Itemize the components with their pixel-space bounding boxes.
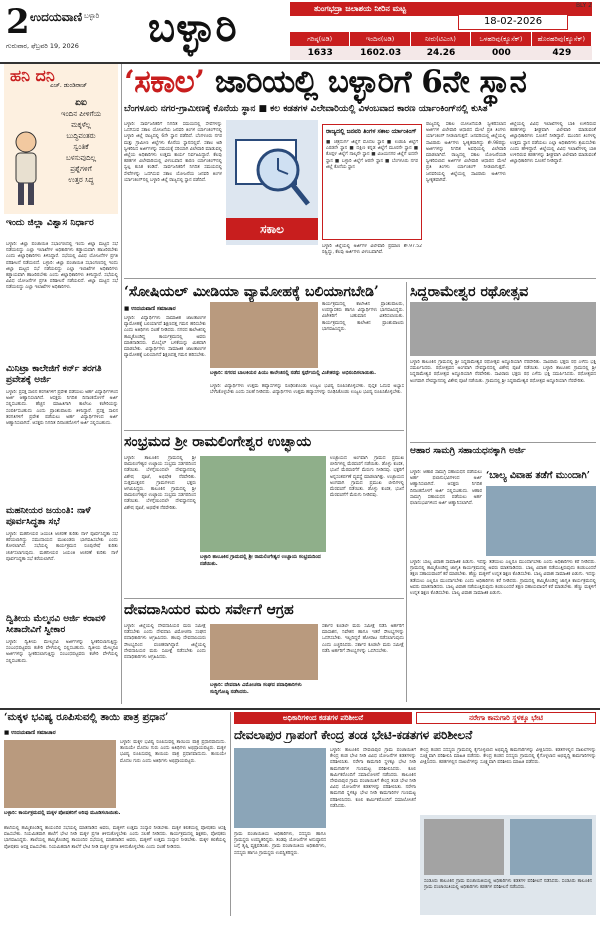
byline: ■ ಉದಯವಾಣಿ ಸಮಾಚಾರ <box>4 730 56 736</box>
devalapura-photo-3 <box>510 819 592 875</box>
ramalingeshwara-headline: ಸಂಭ್ರಮದ ಶ್ರೀ ರಾಮಲಿಂಗೇಶ್ವರ ಉಚ್ಛಾಯ <box>124 434 312 450</box>
devalapura-headline: ದೇವಲಾಪುರ ಗ್ರಾಪಂಗೆ ಕೇಂದ್ರ ತಂಡ ಭೇಟಿ-ಕಡತಗಳ ಪರಿಶೀಲನೆ <box>234 728 473 742</box>
officials-review-bar: ಅಧಿಕಾರಿಗಳಿಂದ ಕಡತಗಳ ಪರಿಶೀಲನೆ <box>234 712 412 724</box>
devalapura-photo <box>234 748 326 828</box>
devadasi-photo <box>210 624 318 680</box>
left-body-1: ಬಳ್ಳಾರಿ: ಜಿಲ್ಲಾ ಪಂಚಾಯಿತಿ ಸಭಾಂಗಣದಲ್ಲಿ ಇಂದು ಜಿಲ್ಲಾ ಮಟ್ಟದ ಸಭೆ ನಡೆಯಲಿದ್ದು ಎಲ್ಲಾ ಇಲಾಖೆಗಳ ಅಧಿಕಾರಿಗಳು ಕಡ್ಡಾಯವಾಗಿ ಹಾಜರಿರಬೇಕು ಎಂದು ಜಿಲ್ಲಾಧಿಕಾರಿಗಳು ತಿಳಿಸಿದ್ದಾರೆ. ಸಭೆಯಲ್ಲಿ ವಿವಿಧ ಯೋಜನೆಗಳ ಪ್ರಗತಿ ಪರಿಶೀಲನೆ ನಡೆಯಲಿದೆ. ಬಳ್ಳಾರಿ: ಜಿಲ್ಲಾ ಪಂಚಾಯಿತಿ ಸಭಾಂಗಣದಲ್ಲಿ ಇಂದು ಜಿಲ್ಲಾ ಮಟ್ಟದ ಸಭೆ ನಡೆಯಲಿದ್ದು ಎಲ್ಲಾ ಇಲಾಖೆಗಳ ಅಧಿಕಾರಿಗಳು ಕಡ್ಡಾಯವಾಗಿ ಹಾಜರಿರಬೇಕು ಎಂದು ಜಿಲ್ಲಾಧಿಕಾರಿಗಳು ತಿಳಿಸಿದ್ದಾರೆ. ಸಭೆಯಲ್ಲಿ ವಿವಿಧ ಯೋಜನೆಗಳ ಪ್ರಗತಿ ಪರಿಶೀಲನೆ ನಡೆಯಲಿದೆ. ಜಿಲ್ಲಾ ಮಟ್ಟದ ಸಭೆ ನಡೆಯಲಿದ್ದು ಎಲ್ಲಾ ಇಲಾಖೆಗಳ ಅಧಿಕಾರಿಗಳು. <box>6 242 118 291</box>
dateline: ಗುರುವಾರ, ಫೆಬ್ರವರಿ 19, 2026 <box>6 42 79 50</box>
dam-value-outflow: 429 <box>552 48 572 58</box>
devadasi-body-2: ಸರ್ಕಾರ ಕೂಡಲೇ ಮರು ಸಮೀಕ್ಷೆ ನಡೆಸಿ ಅರ್ಹರಿಗೆ ಮಾಸಾಶನ, ನಿವೇಶನ ಹಾಗೂ ಇತರೆ ಸೌಲಭ್ಯಗಳನ್ನು ಒದಗಿಸಬೇಕು. ಇಲ್ಲದಿದ್ದರೆ ಹೋರಾಟ ನಡೆಸಲಾಗುವುದು ಎಂದು ಎಚ್ಚರಿಸಿದರು. ಸರ್ಕಾರ ಕೂಡಲೇ ಮರು ಸಮೀಕ್ಷೆ ನಡೆಸಿ ಅರ್ಹರಿಗೆ ಸೌಲಭ್ಯಗಳನ್ನು ಒದಗಿಸಬೇಕು. <box>322 624 404 654</box>
children-future-body-2: ಶಾಲೆಯಲ್ಲಿ ಹಮ್ಮಿಕೊಂಡಿದ್ದ ತಾಯಂದಿರ ಸಭೆಯಲ್ಲಿ ಮಾತನಾಡಿದ ಅವರು, ಮಕ್ಕಳಿಗೆ ಉತ್ತಮ ಸಂಸ್ಕಾರ ನೀಡಬೇಕು. ಮಕ್ಕಳ ಕಲಿಕೆಯಲ್ಲಿ ಪೋಷಕರು ಆಸಕ್ತಿ ವಹಿಸಬೇಕು. ನಿಯಮಿತವಾಗಿ ಶಾಲೆಗೆ ಭೇಟಿ ನೀಡಿ ಮಕ್ಕಳ ಪ್ರಗತಿ ತಿಳಿದುಕೊಳ್ಳಬೇಕು ಎಂದು ಸಲಹೆ ನೀಡಿದರು. ಕಾರ್ಯಕ್ರಮದಲ್ಲಿ ಶಿಕ್ಷಕರು, ಪೋಷಕರು ಭಾಗವಹಿಸಿದ್ದರು. ಶಾಲೆಯಲ್ಲಿ ಹಮ್ಮಿಕೊಂಡಿದ್ದ ತಾಯಂದಿರ ಸಭೆಯಲ್ಲಿ ಮಾತನಾಡಿದ ಅವರು, ಮಕ್ಕಳಿಗೆ ಉತ್ತಮ ಸಂಸ್ಕಾರ ನೀಡಬೇಕು. ಮಕ್ಕಳ ಕಲಿಕೆಯಲ್ಲಿ ಪೋಷಕರು ಆಸಕ್ತಿ ವಹಿಸಬೇಕು. ನಿಯಮಿತವಾಗಿ ಶಾಲೆಗೆ ಭೇಟಿ ನೀಡಿ ಮಕ್ಕಳ ಪ್ರಗತಿ ತಿಳಿದುಕೊಳ್ಳಬೇಕು ಎಂದು ಸಲಹೆ ನೀಡಿದರು. <box>4 826 226 850</box>
edition-tag: BLY 2 <box>575 2 592 9</box>
devadasi-body-1: ಬಳ್ಳಾರಿ: ಜಿಲ್ಲೆಯಲ್ಲಿ ದೇವದಾಸಿಯರ ಮರು ಸಮೀಕ್ಷೆ ನಡೆಸಬೇಕು ಎಂದು ದೇವದಾಸಿ ವಿಮೋಚನಾ ಸಂಘದ ಪದಾಧಿಕಾರಿಗಳು ಆಗ್ರಹಿಸಿದರು. ಹಲವು ದೇವದಾಸಿಯರು ಸೌಲಭ್ಯದಿಂದ ವಂಚಿತರಾಗಿದ್ದಾರೆ. ಜಿಲ್ಲೆಯಲ್ಲಿ ದೇವದಾಸಿಯರ ಮರು ಸಮೀಕ್ಷೆ ನಡೆಸಬೇಕು ಎಂದು ಪದಾಧಿಕಾರಿಗಳು ಆಗ್ರಹಿಸಿದರು. <box>124 624 206 661</box>
ramalingeshwara-caption: ಬಳ್ಳಾರಿ ತಾಲೂಕಿನ ಗ್ರಾಮದಲ್ಲಿ ಶ್ರೀ ರಾಮಲಿಂಗೇಶ್ವರ ಉಚ್ಛಾಯ ಸಂಭ್ರಮದಿಂದ ನಡೆಯಿತು. <box>200 554 321 567</box>
city-title: ಬಳ್ಳಾರಿ <box>148 4 238 51</box>
divider <box>124 278 596 279</box>
children-future-body-1: ಬಳ್ಳಾರಿ: ಮಕ್ಕಳ ಭವಿಷ್ಯ ರೂಪಿಸುವಲ್ಲಿ ತಾಯಿಯ ಪಾತ್ರ ಪ್ರಧಾನವಾದುದು. ತಾಯಿಯೇ ಮೊದಲ ಗುರು ಎಂದು ಅತಿಥಿಗಳು ಅಭಿಪ್ರಾಯಪಟ್ಟರು. ಮಕ್ಕಳ ಭವಿಷ್ಯ ರೂಪಿಸುವಲ್ಲಿ ತಾಯಿಯ ಪಾತ್ರ ಪ್ರಧಾನವಾದುದು. ತಾಯಿಯೇ ಮೊದಲ ಗುರು ಎಂದು ಅತಿಥಿಗಳು ಅಭಿಪ್ರಾಯಪಟ್ಟರು. <box>120 740 226 764</box>
child-marriage-body: ಬಳ್ಳಾರಿ: ಬಾಲ್ಯ ವಿವಾಹ ಸಾಮಾಜಿಕ ಪಿಡುಗು. ಇದನ್ನು ತಡೆಯಲು ಎಲ್ಲರೂ ಮುಂದಾಗಬೇಕು ಎಂದು ಅಧಿಕಾರಿಗಳು ಕರೆ ನೀಡಿದರು. ಗ್ರಾಮದಲ್ಲಿ ಹಮ್ಮಿಕೊಂಡಿದ್ದ ಜಾಗೃತಿ ಕಾರ್ಯಕ್ರಮದಲ್ಲಿ ಅವರು ಮಾತನಾಡಿದರು. ಬಾಲ್ಯ ವಿವಾಹ ನಡೆಯುತ್ತಿರುವುದು ಕಂಡುಬಂದರೆ ತಕ್ಷಣ ಸಹಾಯವಾಣಿಗೆ ಕರೆ ಮಾಡಬೇಕು. ಹೆಣ್ಣು ಮಕ್ಕಳಿಗೆ ಉನ್ನತ ಶಿಕ್ಷಣ ಕೊಡಿಸಬೇಕು. ಬಾಲ್ಯ ವಿವಾಹ ಸಾಮಾಜಿಕ ಪಿಡುಗು. ಇದನ್ನು ತಡೆಯಲು ಎಲ್ಲರೂ ಮುಂದಾಗಬೇಕು ಎಂದು ಅಧಿಕಾರಿಗಳು ಕರೆ ನೀಡಿದರು. ಗ್ರಾಮದಲ್ಲಿ ಹಮ್ಮಿಕೊಂಡಿದ್ದ ಜಾಗೃತಿ ಕಾರ್ಯಕ್ರಮದಲ್ಲಿ ಅವರು ಮಾತನಾಡಿದರು. ಬಾಲ್ಯ ವಿವಾಹ ನಡೆಯುತ್ತಿರುವುದು ಕಂಡುಬಂದರೆ ತಕ್ಷಣ ಸಹಾಯವಾಣಿಗೆ ಕರೆ ಮಾಡಬೇಕು. ಹೆಣ್ಣು ಮಕ್ಕಳಿಗೆ ಉನ್ನತ ಶಿಕ್ಷಣ ಕೊಡಿಸಬೇಕು. ಬಾಲ್ಯ ವಿವಾಹ ಸಾಮಾಜಿಕ ಪಿಡುಗು. <box>410 560 596 597</box>
poem-line: ಏಐ <box>75 98 87 108</box>
clock-magnifier-icon <box>226 120 318 218</box>
byline: ■ ಉದಯವಾಣಿ ಸಮಾಚಾರ <box>124 306 176 312</box>
poem-line: ಪ್ರಶ್ನೆಗಳಿಗೆ <box>70 165 92 173</box>
divider <box>124 598 404 599</box>
social-media-photo <box>210 302 318 368</box>
main-headline <box>124 64 596 104</box>
dam-level-date: 18-02-2026 <box>458 14 568 30</box>
dam-value-max: 1633 <box>307 48 333 58</box>
social-media-body-2: ಕಾರ್ಯಕ್ರಮದಲ್ಲಿ ಕಾಲೇಜಿನ ಪ್ರಾಂಶುಪಾಲರು, ಉಪನ್ಯಾಸಕರು ಹಾಗೂ ವಿದ್ಯಾರ್ಥಿಗಳು ಭಾಗವಹಿಸಿದ್ದರು. ವಿಜೇತರಿಗೆ ಬಹುಮಾನ ವಿತರಿಸಲಾಯಿತು. ಕಾರ್ಯಕ್ರಮದಲ್ಲಿ ಕಾಲೇಜಿನ ಪ್ರಾಂಶುಪಾಲರು ಭಾಗವಹಿಸಿದ್ದರು. <box>322 302 404 332</box>
food-kit-body: ಬಳ್ಳಾರಿ: ಆಹಾರ ಸಾಮಗ್ರಿ ಸಹಾಯಧನ ಪಡೆಯಲು ಅರ್ಹ ಫಲಾನುಭವಿಗಳಿಂದ ಅರ್ಜಿ ಆಹ್ವಾನಿಸಲಾಗಿದೆ. ಆಸಕ್ತರು ನಿಗದಿತ ದಿನಾಂಕದೊಳಗೆ ಅರ್ಜಿ ಸಲ್ಲಿಸಬಹುದು. ಆಹಾರ ಸಾಮಗ್ರಿ ಸಹಾಯಧನ ಪಡೆಯಲು ಅರ್ಹ ಫಲಾನುಭವಿಗಳಿಂದ ಅರ್ಜಿ ಆಹ್ವಾನಿಸಲಾಗಿದೆ. <box>410 470 482 507</box>
hani-dani-box <box>4 64 118 214</box>
left-body-4: ಬಳ್ಳಾರಿ: ದ್ವಿತೀಯ ಮೇಲ್ಮನವಿ ಅರ್ಜಿಗಳನ್ನು ಸ್ವೀಕರಿಸಲಾಗುತ್ತಿದ್ದು ಸಂಬಂಧಪಟ್ಟವರು ಕಚೇರಿ ವೇಳೆಯಲ್ಲಿ ಸಲ್ಲಿಸಬಹುದು. ದ್ವಿತೀಯ ಮೇಲ್ಮನವಿ ಅರ್ಜಿಗಳನ್ನು ಸ್ವೀಕರಿಸಲಾಗುತ್ತಿದ್ದು ಸಂಬಂಧಪಟ್ಟವರು ಕಚೇರಿ ವೇಳೆಯಲ್ಲಿ ಸಲ್ಲಿಸಬಹುದು. <box>6 640 118 664</box>
children-future-caption: ಬಳ್ಳಾರಿ: ಕಾರ್ಯಕ್ರಮದಲ್ಲಿ ಮಕ್ಕಳ ಪೋಷಕರಿಗೆ ಅರಿವು ಮೂಡಿಸಲಾಯಿತು. <box>4 810 121 816</box>
hani-dani-logo: ಹನಿ ದನಿ <box>10 66 55 85</box>
poem-line: ಮಕ್ಕಳೆಲ್ಲ <box>71 121 91 129</box>
dam-header-max: ಗರಿಷ್ಠ(ಅಡಿ) <box>290 32 350 46</box>
left-column <box>4 64 122 704</box>
social-media-caption: ಬಳ್ಳಾರಿ: ನಗರದ ಬಾಲಕಿಯರ ಪಿಯು ಕಾಲೇಜಿನಲ್ಲಿ ನಡೆದ ಸ್ಪರ್ಧೆಯಲ್ಲಿ ವಿಜೇತರನ್ನು ಅಭಿನಂದಿಸಲಾಯಿತು. <box>210 370 377 376</box>
main-headline-rest: ಜಾರಿಯಲ್ಲಿ ಬಳ್ಳಾರಿಗೆ 6ನೇ ಸ್ಥಾನ <box>214 64 527 100</box>
paper-edition: ಬಳ್ಳಾರಿ <box>84 12 100 20</box>
poem-line: ಉತ್ತರ ಸಿದ್ಧ <box>68 176 94 184</box>
paper-name: ಉದಯವಾಣಿ <box>30 10 83 24</box>
divider <box>0 708 600 710</box>
left-headline-3: ಮಹನೀಯರ ಜಯಂತಿ: ನಾಳೆ ಪೂರ್ವಸಿದ್ಧತಾ ಸಭೆ <box>6 506 91 527</box>
devalapura-body-1: ಬಳ್ಳಾರಿ: ತಾಲೂಕಿನ ದೇವಲಾಪುರ ಗ್ರಾಮ ಪಂಚಾಯಿತಿಗೆ ಕೇಂದ್ರ ತಂಡ ಭೇಟಿ ನೀಡಿ ವಿವಿಧ ಯೋಜನೆಗಳ ಕಡತಗಳನ್ನು ಪರಿಶೀಲಿಸಿತು. ನರೇಗಾ ಕಾಮಗಾರಿ ಸ್ಥಳಕ್ಕೂ ಭೇಟಿ ನೀಡಿ ಕಾಮಗಾರಿಗಳ ಗುಣಮಟ್ಟ ಪರಿಶೀಲಿಸಿದರು. ಕೂಲಿ ಕಾರ್ಮಿಕರೊಂದಿಗೆ ಸಮಾಲೋಚನೆ ನಡೆಸಿದರು. ತಾಲೂಕಿನ ದೇವಲಾಪುರ ಗ್ರಾಮ ಪಂಚಾಯಿತಿಗೆ ಕೇಂದ್ರ ತಂಡ ಭೇಟಿ ನೀಡಿ ವಿವಿಧ ಯೋಜನೆಗಳ ಕಡತಗಳನ್ನು ಪರಿಶೀಲಿಸಿತು. ನರೇಗಾ ಕಾಮಗಾರಿ ಸ್ಥಳಕ್ಕೂ ಭೇಟಿ ನೀಡಿ ಕಾಮಗಾರಿಗಳ ಗುಣಮಟ್ಟ ಪರಿಶೀಲಿಸಿದರು. ಕೂಲಿ ಕಾರ್ಮಿಕರೊಂದಿಗೆ ಸಮಾಲೋಚನೆ ನಡೆಸಿದರು. <box>330 748 416 809</box>
poem-line: ಬುದ್ಧಿವಂತರು <box>66 132 96 140</box>
dam-header-today: ಇಂದಿನ(ಅಡಿ) <box>350 32 410 46</box>
naregana-bar: ನರೇಗಾ ಕಾಮಗಾರಿ ಸ್ಥಳಕ್ಕೂ ಭೇಟಿ <box>416 712 596 724</box>
masthead <box>0 0 600 62</box>
highlight-body: ■ ಚಿತ್ರದುರ್ಗ ಜಿಲ್ಲೆಗೆ ಮೊದಲ ಸ್ಥಾನ ■ ಉಡುಪಿ ಜಿಲ್ಲೆಗೆ ಎರಡನೇ ಸ್ಥಾನ ■ ದಕ್ಷಿಣ ಕನ್ನಡ ಜಿಲ್ಲೆಗೆ ಮೂರನೇ ಸ್ಥಾನ ■ ಕೊಪ್ಪಳ ಜಿಲ್ಲೆಗೆ ನಾಲ್ಕನೇ ಸ್ಥಾನ ■ ವಿಜಯನಗರ ಜಿಲ್ಲೆಗೆ ಐದನೇ ಸ್ಥಾನ ■ ಬಳ್ಳಾರಿ ಜಿಲ್ಲೆಗೆ ಆರನೇ ಸ್ಥಾನ ■ ಬೆಂಗಳೂರು ನಗರ ಜಿಲ್ಲೆ ಕೊನೆಯ ಸ್ಥಾನ <box>326 140 418 170</box>
devalapura-photo-2 <box>424 819 504 875</box>
cartoon-figure-icon <box>6 128 46 208</box>
divider <box>410 442 596 443</box>
dam-header-water: ನೀರು(ಟಿಎಂಸಿ) <box>411 32 471 46</box>
main-story-body-2: ರಾಜ್ಯದಲ್ಲಿ ಸಕಾಲ ಯೋಜನೆಯಡಿ ಸ್ವೀಕರಿಸಲಾದ ಅರ್ಜಿಗಳ ವಿಲೇವಾರಿ ಆಧಾರದ ಮೇಲೆ ಪ್ರತಿ ತಿಂಗಳು ರ್ಯಾಂಕಿಂಗ್ ನೀಡಲಾಗುತ್ತದೆ. ಜನವರಿಯಲ್ಲಿ ಜಿಲ್ಲೆಯಲ್ಲಿ ಸಾವಿರಾರು ಅರ್ಜಿಗಳು ಸ್ವೀಕೃತವಾಗಿದ್ದು ಶೇ.98ರಷ್ಟು ಅರ್ಜಿಗಳನ್ನು ನಿಗದಿತ ಅವಧಿಯಲ್ಲಿ ವಿಲೇವಾರಿ ಮಾಡಲಾಗಿದೆ. ರಾಜ್ಯದಲ್ಲಿ ಸಕಾಲ ಯೋಜನೆಯಡಿ ಸ್ವೀಕರಿಸಲಾದ ಅರ್ಜಿಗಳ ವಿಲೇವಾರಿ ಆಧಾರದ ಮೇಲೆ ಪ್ರತಿ ತಿಂಗಳು ರ್ಯಾಂಕಿಂಗ್ ನೀಡಲಾಗುತ್ತದೆ. ಜನವರಿಯಲ್ಲಿ ಜಿಲ್ಲೆಯಲ್ಲಿ ಸಾವಿರಾರು ಅರ್ಜಿಗಳು ಸ್ವೀಕೃತವಾಗಿವೆ. <box>426 122 506 183</box>
hani-dani-poem <box>48 98 114 186</box>
main-story-body-1: ಬಳ್ಳಾರಿ: ಸಾರ್ವಜನಿಕರಿಗೆ ನಿಗದಿತ ಸಮಯದಲ್ಲಿ ಸೇವೆಗಳನ್ನು ಒದಗಿಸುವ ಸಕಾಲ ಯೋಜನೆಯ ಜನವರಿ ತಿಂಗಳ ರ್ಯಾಂಕಿಂಗ್‌ನಲ್ಲಿ ಬಳ್ಳಾರಿ ಜಿಲ್ಲೆ ರಾಜ್ಯದಲ್ಲಿ 6ನೇ ಸ್ಥಾನ ಪಡೆದಿದೆ. ಬೆಂಗಳೂರು ನಗರ ಮತ್ತು ಗ್ರಾಮೀಣ ಜಿಲ್ಲೆಗಳು ಕೊನೆಯ ಸ್ಥಾನದಲ್ಲಿವೆ. ಸಕಾಲ ಅಡಿ ಸ್ವೀಕರಿಸಿದ ಅರ್ಜಿಗಳನ್ನು ಸಮಯಕ್ಕೆ ಸರಿಯಾಗಿ ವಿಲೇವಾರಿ ಮಾಡುವಲ್ಲಿ ಜಿಲ್ಲೆಯ ಅಧಿಕಾರಿಗಳು ಉತ್ತಮ ಕಾರ್ಯ ನಿರ್ವಹಿಸಿದ್ದಾರೆ. ಕೆಲವು ಕಡತಗಳ ವಿಲೇವಾರಿಯಲ್ಲಿ ವಿಳಂಬವಾದ ಕಾರಣ ರ್ಯಾಂಕಿಂಗ್‌ನಲ್ಲಿ ಸ್ವಲ್ಪ ಕುಸಿತ ಕಂಡಿದೆ. ಸಾರ್ವಜನಿಕರಿಗೆ ನಿಗದಿತ ಸಮಯದಲ್ಲಿ ಸೇವೆಗಳನ್ನು ಒದಗಿಸುವ ಸಕಾಲ ಯೋಜನೆಯ ಜನವರಿ ತಿಂಗಳ ರ್ಯಾಂಕಿಂಗ್‌ನಲ್ಲಿ ಬಳ್ಳಾರಿ ಜಿಲ್ಲೆ ರಾಜ್ಯದಲ್ಲಿ ಸ್ಥಾನ ಪಡೆದಿದೆ. <box>124 122 222 183</box>
devalapura-body-3: ಕೇಂದ್ರ ತಂಡದ ಸದಸ್ಯರು ಗ್ರಾಮದಲ್ಲಿ ಕೈಗೊಳ್ಳಲಾದ ಅಭಿವೃದ್ಧಿ ಕಾಮಗಾರಿಗಳನ್ನು ವೀಕ್ಷಿಸಿದರು. ಕಡತಗಳಲ್ಲಿನ ದಾಖಲೆಗಳನ್ನು ಸೂಕ್ಷ್ಮವಾಗಿ ಪರಿಶೀಲಿಸಿ ಮಾಹಿತಿ ಪಡೆದರು. ಕೇಂದ್ರ ತಂಡದ ಸದಸ್ಯರು ಗ್ರಾಮದಲ್ಲಿ ಕೈಗೊಳ್ಳಲಾದ ಅಭಿವೃದ್ಧಿ ಕಾಮಗಾರಿಗಳನ್ನು ವೀಕ್ಷಿಸಿದರು. ಕಡತಗಳಲ್ಲಿನ ದಾಖಲೆಗಳನ್ನು ಸೂಕ್ಷ್ಮವಾಗಿ ಪರಿಶೀಲಿಸಿ ಮಾಹಿತಿ ಪಡೆದರು. <box>420 748 596 766</box>
poem-line: ಇಂದಿನ ಪೀಳಿಗೆಯ <box>61 110 101 118</box>
sakala-highlight-box <box>322 124 422 240</box>
registration-marks-left <box>40 920 72 928</box>
print-registration-strip <box>0 920 600 928</box>
devalapura-body-2: ಗ್ರಾಮ ಪಂಚಾಯಿತಿಯ ಅಧಿಕಾರಿಗಳು, ಸದಸ್ಯರು ಹಾಗೂ ಗ್ರಾಮಸ್ಥರು ಉಪಸ್ಥಿತರಿದ್ದರು. ತಂಡವು ಯೋಜನೆಗಳ ಅನುಷ್ಠಾನದ ಬಗ್ಗೆ ತೃಪ್ತಿ ವ್ಯಕ್ತಪಡಿಸಿತು. ಗ್ರಾಮ ಪಂಚಾಯಿತಿಯ ಅಧಿಕಾರಿಗಳು, ಸದಸ್ಯರು ಹಾಗೂ ಗ್ರಾಮಸ್ಥರು ಉಪಸ್ಥಿತರಿದ್ದರು. <box>234 832 326 856</box>
divider <box>124 430 404 431</box>
photo-panel <box>420 815 596 915</box>
left-body-2: ಬಳ್ಳಾರಿ: ಪ್ರಸಕ್ತ ಸಾಲಿನ ತರಗತಿಗಳಿಗೆ ಪ್ರವೇಶ ಪಡೆಯಲು ಅರ್ಹ ವಿದ್ಯಾರ್ಥಿಗಳಿಂದ ಅರ್ಜಿ ಆಹ್ವಾನಿಸಲಾಗಿದೆ. ಆಸಕ್ತರು ನಿಗದಿತ ದಿನಾಂಕದೊಳಗೆ ಅರ್ಜಿ ಸಲ್ಲಿಸಬಹುದು. ಹೆಚ್ಚಿನ ಮಾಹಿತಿಗಾಗಿ ಕಾಲೇಜು ಕಚೇರಿಯನ್ನು ಸಂಪರ್ಕಿಸಬಹುದು ಎಂದು ಪ್ರಾಂಶುಪಾಲರು ತಿಳಿಸಿದ್ದಾರೆ. ಪ್ರಸಕ್ತ ಸಾಲಿನ ತರಗತಿಗಳಿಗೆ ಪ್ರವೇಶ ಪಡೆಯಲು ಅರ್ಹ ವಿದ್ಯಾರ್ಥಿಗಳಿಂದ ಅರ್ಜಿ ಆಹ್ವಾನಿಸಲಾಗಿದೆ. ಆಸಕ್ತರು ನಿಗದಿತ ದಿನಾಂಕದೊಳಗೆ ಅರ್ಜಿ ಸಲ್ಲಿಸಬಹುದು. <box>6 390 118 427</box>
dam-level-title: ತುಂಗಭದ್ರಾ ಜಲಾಶಯ ನೀರಿನ ಮಟ್ಟ <box>290 2 592 16</box>
main-story-body-3: ಜಿಲ್ಲೆಯಲ್ಲಿ ವಿವಿಧ ಇಲಾಖೆಗಳಲ್ಲಿ ಬಾಕಿ ಉಳಿದಿರುವ ಕಡತಗಳನ್ನು ಶೀಘ್ರವಾಗಿ ವಿಲೇವಾರಿ ಮಾಡುವಂತೆ ಜಿಲ್ಲಾಧಿಕಾರಿಗಳು ಸೂಚನೆ ನೀಡಿದ್ದಾರೆ. ಮುಂದಿನ ತಿಂಗಳಲ್ಲಿ ಉತ್ತಮ ಸ್ಥಾನ ಪಡೆಯಲು ಎಲ್ಲಾ ಅಧಿಕಾರಿಗಳು ಶ್ರಮಿಸಬೇಕು ಎಂದು ಹೇಳಿದ್ದಾರೆ. ಜಿಲ್ಲೆಯಲ್ಲಿ ವಿವಿಧ ಇಲಾಖೆಗಳಲ್ಲಿ ಬಾಕಿ ಉಳಿದಿರುವ ಕಡತಗಳನ್ನು ಶೀಘ್ರವಾಗಿ ವಿಲೇವಾರಿ ಮಾಡುವಂತೆ ಜಿಲ್ಲಾಧಿಕಾರಿಗಳು ಸೂಚನೆ ನೀಡಿದ್ದಾರೆ. <box>510 122 596 165</box>
siddarameshwara-body: ಬಳ್ಳಾರಿ ತಾಲೂಕಿನ ಗ್ರಾಮದಲ್ಲಿ ಶ್ರೀ ಸಿದ್ದರಾಮೇಶ್ವರ ರಥೋತ್ಸವ ಅದ್ಧೂರಿಯಾಗಿ ನೆರವೇರಿತು. ಸಾವಿರಾರು ಭಕ್ತರು ರಥ ಎಳೆದು ಭಕ್ತಿ ಸಮರ್ಪಿಸಿದರು. ರಥೋತ್ಸವದ ಅಂಗವಾಗಿ ದೇವಸ್ಥಾನದಲ್ಲಿ ವಿಶೇಷ ಪೂಜೆ ನಡೆಯಿತು. ಬಳ್ಳಾರಿ ತಾಲೂಕಿನ ಗ್ರಾಮದಲ್ಲಿ ಶ್ರೀ ಸಿದ್ದರಾಮೇಶ್ವರ ರಥೋತ್ಸವ ಅದ್ಧೂರಿಯಾಗಿ ನೆರವೇರಿತು. ಸಾವಿರಾರು ಭಕ್ತರು ರಥ ಎಳೆದು ಭಕ್ತಿ ಸಮರ್ಪಿಸಿದರು. ರಥೋತ್ಸವದ ಅಂಗವಾಗಿ ದೇವಸ್ಥಾನದಲ್ಲಿ ವಿಶೇಷ ಪೂಜೆ ನಡೆಯಿತು. ಗ್ರಾಮದಲ್ಲಿ ಶ್ರೀ ಸಿದ್ದರಾಮೇಶ್ವರ ರಥೋತ್ಸವ ಅದ್ಧೂರಿಯಾಗಿ ನೆರವೇರಿತು. <box>410 360 596 384</box>
siddarameshwara-headline: ಸಿದ್ದರಾಮೇಶ್ವರ ರಥೋತ್ಸವ <box>410 284 529 300</box>
dam-value-today: 1602.03 <box>360 48 402 58</box>
sakala-illustration-label: ಸಕಾಲ <box>226 218 318 240</box>
highlight-title: ರಾಜ್ಯದಲ್ಲಿ ಜನವರಿ ತಿಂಗಳ ಸಕಾಲ ರ್ಯಾಂಕಿಂಗ್ <box>326 128 417 135</box>
dam-level-headers <box>290 32 592 46</box>
devadasi-headline: ದೇವದಾಸಿಯರ ಮರು ಸರ್ವೇಗೆ ಆಗ್ರಹ <box>124 602 294 618</box>
ramalingeshwara-photo <box>200 456 326 552</box>
dam-level-box <box>290 2 592 60</box>
column-divider <box>230 712 231 916</box>
dam-header-outflow: ಹೊರಹರಿವು(ಕ್ಯೂಸೆಕ್) <box>532 32 592 46</box>
dam-level-values <box>290 46 592 60</box>
rathotsava-photo <box>410 302 596 356</box>
registration-marks-right <box>528 920 560 928</box>
dam-value-water: 24.26 <box>426 48 456 58</box>
main-subheadline: ಬೆಂಗಳೂರು ನಗರ-ಗ್ರಾಮೀಣಕ್ಕೆ ಕೊನೆಯ ಸ್ಥಾನ ■ ಕಲ ಕಡತಗಳ ವಿಲೇವಾರಿಯಲ್ಲಿ ವಿಳಂಬವಾದ ಕಾರಣ ರ್ಯಾಂಕಿಂಗ್‌ನಲ್ಲಿ ಕುಸಿತ <box>124 104 488 114</box>
dam-value-inflow: 000 <box>492 48 511 58</box>
social-media-body-1: ಬಳ್ಳಾರಿ: ವಿದ್ಯಾರ್ಥಿಗಳು ಸಾಮಾಜಿಕ ಜಾಲತಾಣಗಳ ವ್ಯಾಮೋಹಕ್ಕೆ ಬಲಿಯಾಗದೆ ಶಿಕ್ಷಣದತ್ತ ಗಮನ ಹರಿಸಬೇಕು ಎಂದು ಅತಿಥಿಗಳು ಸಲಹೆ ನೀಡಿದರು. ನಗರದ ಕಾಲೇಜಿನಲ್ಲಿ ಹಮ್ಮಿಕೊಂಡಿದ್ದ ಕಾರ್ಯಕ್ರಮದಲ್ಲಿ ಅವರು ಮಾತನಾಡಿದರು. ಮೊಬೈಲ್ ಬಳಕೆಯನ್ನು ಮಿತವಾಗಿ ಮಾಡಬೇಕು. ವಿದ್ಯಾರ್ಥಿಗಳು ಸಾಮಾಜಿಕ ಜಾಲತಾಣಗಳ ವ್ಯಾಮೋಹಕ್ಕೆ ಬಲಿಯಾಗದೆ ಶಿಕ್ಷಣದತ್ತ ಗಮನ ಹರಿಸಬೇಕು. <box>124 316 206 359</box>
ramalingeshwara-body-2: ಉಚ್ಛಾಯದ ಅಂಗವಾಗಿ ಗ್ರಾಮದ ಪ್ರಮುಖ ಬೀದಿಗಳಲ್ಲಿ ಮೆರವಣಿಗೆ ನಡೆಯಿತು. ಡೊಳ್ಳು ಕುಣಿತ, ಭಜನೆ ಮೆರವಣಿಗೆಗೆ ಮೆರುಗು ನೀಡಿದವು. ಭಕ್ತರಿಗೆ ಅನ್ನಸಂತರ್ಪಣೆ ವ್ಯವಸ್ಥೆ ಮಾಡಲಾಗಿತ್ತು. ಉಚ್ಛಾಯದ ಅಂಗವಾಗಿ ಗ್ರಾಮದ ಪ್ರಮುಖ ಬೀದಿಗಳಲ್ಲಿ ಮೆರವಣಿಗೆ ನಡೆಯಿತು. ಡೊಳ್ಳು ಕುಣಿತ, ಭಜನೆ ಮೆರವಣಿಗೆಗೆ ಮೆರುಗು ನೀಡಿದವು. <box>330 456 404 499</box>
poem-line: ಬಳಸುವುದಿಲ್ಲ <box>65 154 97 162</box>
devadasi-caption: ಬಳ್ಳಾರಿ: ದೇವದಾಸಿ ವಿಮೋಚನಾ ಸಂಘದ ಪದಾಧಿಕಾರಿಗಳು ಸುದ್ದಿಗೋಷ್ಠಿ ನಡೆಸಿದರು. <box>210 682 302 695</box>
main-story-body-4: ಬಳ್ಳಾರಿ ಜಿಲ್ಲೆಯಲ್ಲಿ ಅರ್ಜಿಗಳ ವಿಲೇವಾರಿ ಪ್ರಮಾಣ ಶೇ.97.52 ರಷ್ಟಿದ್ದು, ಕೆಲವು ಅರ್ಜಿಗಳು ವಿಳಂಬವಾಗಿವೆ. <box>322 244 422 256</box>
page-number: 2 <box>6 2 30 42</box>
child-marriage-headline: ‘ಬಾಲ್ಯ ವಿವಾಹ ತಡೆಗೆ ಮುಂದಾಗಿ’ <box>486 470 590 481</box>
column-divider <box>406 282 407 702</box>
social-media-body-3: ಬಳ್ಳಾರಿ: ವಿದ್ಯಾರ್ಥಿಗಳು ಉತ್ತಮ ಹವ್ಯಾಸಗಳನ್ನು ರೂಢಿಸಿಕೊಂಡು ಉಜ್ವಲ ಭವಿಷ್ಯ ರೂಪಿಸಿಕೊಳ್ಳಬೇಕು. ಪುಸ್ತಕ ಓದುವ ಅಭ್ಯಾಸ ಬೆಳೆಸಿಕೊಳ್ಳಬೇಕು ಎಂದು ಸಲಹೆ ನೀಡಿದರು. ವಿದ್ಯಾರ್ಥಿಗಳು ಉತ್ತಮ ಹವ್ಯಾಸಗಳನ್ನು ರೂಢಿಸಿಕೊಂಡು ಉಜ್ವಲ ಭವಿಷ್ಯ ರೂಪಿಸಿಕೊಳ್ಳಬೇಕು. <box>210 384 404 396</box>
main-headline-quote: ‘ಸಕಾಲ’ <box>124 64 205 100</box>
hani-dani-author: ಎಚ್. ಡುಂಡಿರಾಜ್ <box>50 82 88 89</box>
poem-line: ಸ್ವಂತಿಕೆ <box>73 143 89 151</box>
children-future-headline: ‘ಮಕ್ಕಳ ಭವಿಷ್ಯ ರೂಪಿಸುವಲ್ಲಿ ತಾಯಿ ಪಾತ್ರ ಪ್ರಧಾನ’ <box>4 712 169 723</box>
social-media-headline: ‘ಸೋಷಿಯಲ್ ಮೀಡಿಯಾ ವ್ಯಾಮೋಹಕ್ಕೆ ಬಲಿಯಾಗಬೇಡಿ’ <box>124 284 379 300</box>
food-kit-headline: ಆಹಾರ ಸಾಮಗ್ರಿ ಸಹಾಯಧನಕ್ಕಾಗಿ ಅರ್ಜಿ <box>410 446 526 456</box>
devalapura-body-4: ಸಂಡೂರು ತಾಲೂಕಿನ ಗ್ರಾಮ ಪಂಚಾಯಿತಿಯಲ್ಲಿ ಅಧಿಕಾರಿಗಳು ಕಡತಗಳ ಪರಿಶೀಲನೆ ನಡೆಸಿದರು. ಸಂಡೂರು ತಾಲೂಕಿನ ಗ್ರಾಮ ಪಂಚಾಯಿತಿಯಲ್ಲಿ ಅಧಿಕಾರಿಗಳು ಕಡತಗಳ ಪರಿಶೀಲನೆ ನಡೆಸಿದರು. <box>424 879 592 891</box>
child-marriage-photo <box>486 486 596 556</box>
left-headline-1: ಇಂದು ಜಿಲ್ಲಾ ವಿಶ್ವಾಸ ನಿರ್ಧಾರ <box>6 218 94 228</box>
left-body-3: ಬಳ್ಳಾರಿ: ಮಹನೀಯರ ಜಯಂತಿ ಆಚರಣೆ ಕುರಿತು ನಾಳೆ ಪೂರ್ವಸಿದ್ಧತಾ ಸಭೆ ಕರೆಯಲಾಗಿದ್ದು ಸಮುದಾಯದ ಮುಖಂಡರು ಭಾಗವಹಿಸಬೇಕು ಎಂದು ಕೋರಲಾಗಿದೆ. ಸಭೆಯಲ್ಲಿ ಕಾರ್ಯಕ್ರಮದ ರೂಪುರೇಷೆ ಕುರಿತು ಚರ್ಚಿಸಲಾಗುವುದು. ಮಹನೀಯರ ಜಯಂತಿ ಆಚರಣೆ ಕುರಿತು ನಾಳೆ ಪೂರ್ವಸಿದ್ಧತಾ ಸಭೆ ಕರೆಯಲಾಗಿದೆ. <box>6 532 118 562</box>
ramalingeshwara-body-1: ಬಳ್ಳಾರಿ: ತಾಲೂಕಿನ ಗ್ರಾಮದಲ್ಲಿ ಶ್ರೀ ರಾಮಲಿಂಗೇಶ್ವರ ಉಚ್ಛಾಯ ಸಂಭ್ರಮ ಸಡಗರದಿಂದ ನಡೆಯಿತು. ಬೆಳಗ್ಗೆಯಿಂದಲೇ ದೇವಸ್ಥಾನದಲ್ಲಿ ವಿಶೇಷ ಪೂಜೆ, ಅಭಿಷೇಕ ನೆರವೇರಿತು. ಸುತ್ತಮುತ್ತಲಿನ ಗ್ರಾಮಗಳಿಂದ ಭಕ್ತರು ಆಗಮಿಸಿದ್ದರು. ತಾಲೂಕಿನ ಗ್ರಾಮದಲ್ಲಿ ಶ್ರೀ ರಾಮಲಿಂಗೇಶ್ವರ ಉಚ್ಛಾಯ ಸಂಭ್ರಮ ಸಡಗರದಿಂದ ನಡೆಯಿತು. ಬೆಳಗ್ಗೆಯಿಂದಲೇ ದೇವಸ್ಥಾನದಲ್ಲಿ ವಿಶೇಷ ಪೂಜೆ, ಅಭಿಷೇಕ ನೆರವೇರಿತು. <box>124 456 196 511</box>
left-headline-2: ಮಿನಿಟ್ರಾ ಕಾಲೇಜಿಗೆ ಕರ್ನ್ ತರಗತಿ ಪ್ರವೇಶಕ್ಕೆ ಅರ್ಜಿ <box>6 364 102 385</box>
dam-header-inflow: ಒಳಹರಿವು(ಕ್ಯೂಸೆಕ್) <box>471 32 531 46</box>
children-future-photo <box>4 740 116 808</box>
left-headline-4: ದ್ವಿತೀಯ ಮೆಲ್ಮನವಿ ಅರ್ಜಿ ಕರಾವಳಿ ಸೀತಾದೇವಿಗೆ ಸ್ವೀಕಾರ <box>6 614 106 635</box>
